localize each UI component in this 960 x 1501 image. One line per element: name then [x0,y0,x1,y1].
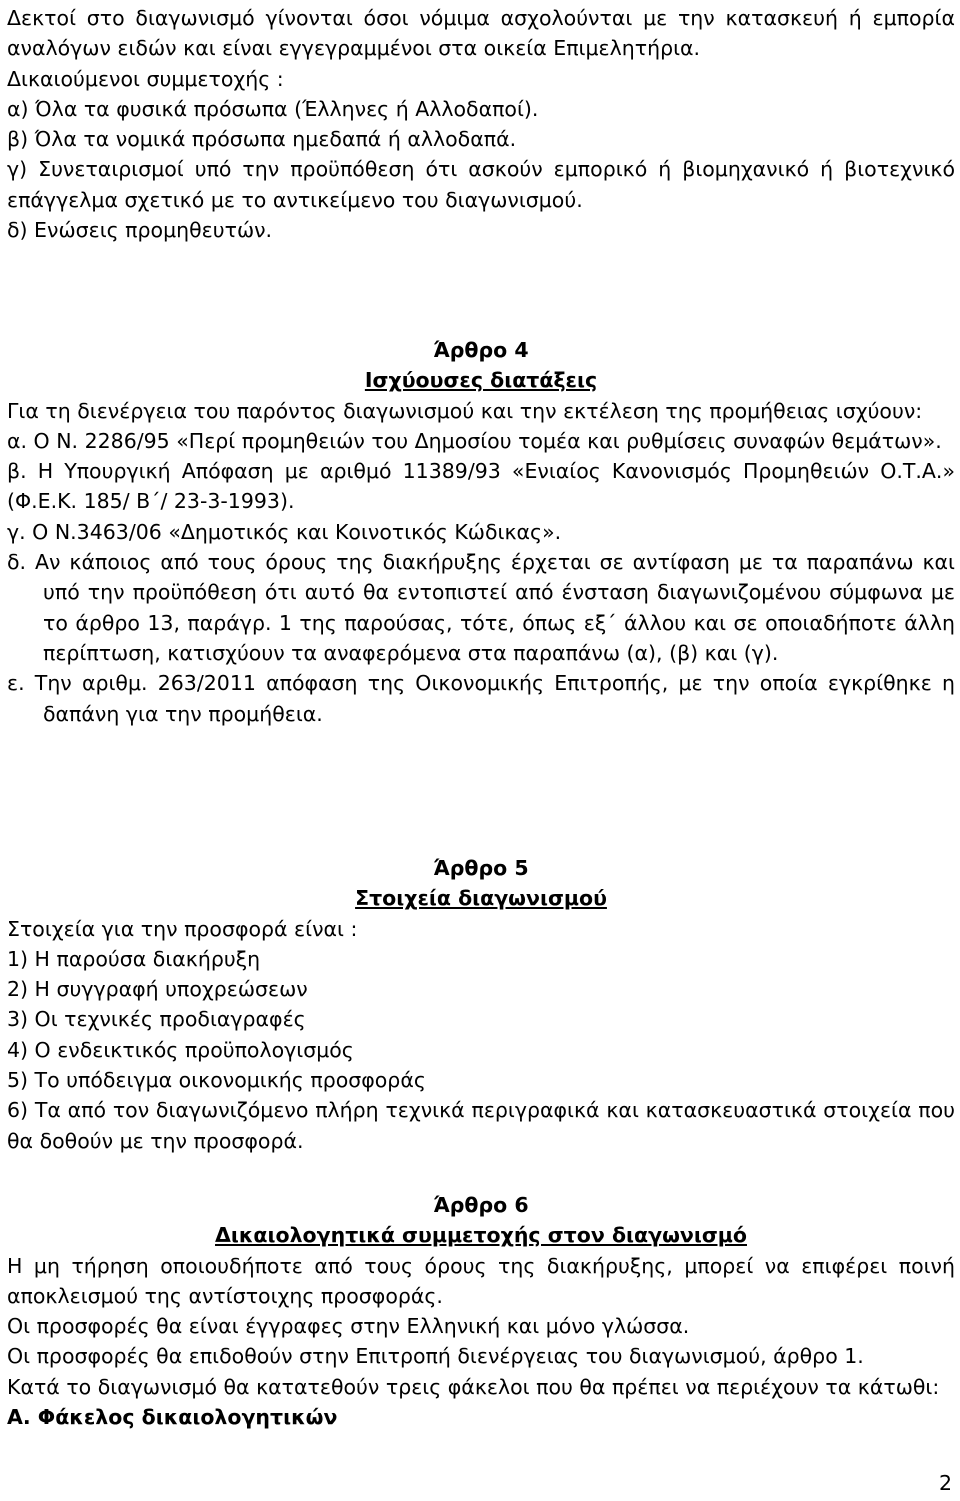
list-item: 2) Η συγγραφή υποχρεώσεων [7,977,308,1002]
list-item: 5) Το υπόδειγμα οικονομικής προσφοράς [7,1068,426,1093]
article-4-subheading [7,365,955,395]
article-5-subheading-text: Στοιχεία διαγωνισμού [355,886,607,911]
article-6-subheading [7,1220,955,1250]
article-6-subheading-text: Δικαιολογητικά συμμετοχής στον διαγωνισμό [215,1223,747,1248]
article-5-intro: Στοιχεία για την προσφορά είναι : [7,916,358,941]
article-4-subheading-text: Ισχύουσες διατάξεις [364,368,598,393]
eligibility-paragraph: Δεκτοί στο διαγωνισμό γίνονται όσοι νόμιμα ασχολούνται με την κατασκευή ή εμπορία αναλόγων ειδών και είναι εγγεγραμμένοι στα οικεία Επιμελητήρια. [7,6,955,61]
article-5-section [7,853,955,1156]
list-item: γ) Συνεταιρισμοί υπό την προϋπόθεση ότι ασκούν εμπορικό ή βιομηχανικό ή βιοτεχνικό επάγγελμα σχετικό με το αντικείμενο του διαγωνισμού. [7,157,955,212]
list-item: ε. Την αριθμ. 263/2011 απόφαση της Οικονομικής Επιτροπής, με την οποία εγκρίθηκε η δαπάνη για την προμήθεια. [7,671,955,726]
list-item: 6) Τα από τον διαγωνιζόμενο πλήρη τεχνικά περιγραφικά και κατασκευαστικά στοιχεία που θα δοθούν με την προσφορά. [7,1098,955,1153]
article-6-paragraph: Η μη τήρηση οποιουδήποτε από τους όρους της διακήρυξης, μπορεί να επιφέρει ποινή αποκλεισμού της αντίστοιχης προσφοράς. [7,1253,955,1308]
list-item: α. Ο Ν. 2286/95 «Περί προμηθειών του Δημοσίου τομέα και ρυθμίσεις συναφών θεμάτων». [7,428,942,453]
article-5-heading: Άρθρο 5 [433,856,529,880]
article-6-paragraph: Οι προσφορές θα είναι έγγραφες στην Ελληνική και μόνο γλώσσα. [7,1314,690,1339]
article-4-section [7,335,955,729]
list-item: 1) Η παρούσα διακήρυξη [7,946,261,971]
article-6-section [7,1190,955,1432]
article-4-heading: Άρθρο 4 [433,338,529,362]
list-item: β. Η Υπουργική Απόφαση με αριθμό 11389/93 «Ενιαίος Κανονισμός Προμηθειών Ο.Τ.Α.» (Φ.Ε.Κ. 185/ Β΄/ 23-3-1993). [7,459,955,514]
list-item: α) Όλα τα φυσικά πρόσωπα (Έλληνες ή Αλλοδαποί). [7,96,539,121]
article-6-paragraph: Οι προσφορές θα επιδοθούν στην Επιτροπή διενέργειας του διαγωνισμού, άρθρο 1. [7,1344,864,1369]
article-4-intro: Για τη διενέργεια του παρόντος διαγωνισμού και την εκτέλεση της προμήθειας ισχύουν: [7,398,923,423]
eligibility-label: Δικαιούμενοι συμμετοχής : [7,66,284,91]
article-5-subheading [7,883,955,913]
envelope-a-heading: Α. Φάκελος δικαιολογητικών [7,1405,338,1430]
list-item: γ. Ο Ν.3463/06 «Δημοτικός και Κοινοτικός Κώδικας». [7,519,562,544]
list-item: δ) Ενώσεις προμηθευτών. [7,218,273,243]
page-number: 2 [938,1471,952,1495]
list-item: β) Όλα τα νομικά πρόσωπα ημεδαπά ή αλλοδαπά. [7,127,517,152]
article-6-heading: Άρθρο 6 [433,1193,529,1217]
article-6-paragraph: Κατά το διαγωνισμό θα κατατεθούν τρεις φάκελοι που θα πρέπει να περιέχουν τα κάτωθι: [7,1374,940,1399]
list-item: 3) Οι τεχνικές προδιαγραφές [7,1007,306,1032]
list-item: 4) Ο ενδεικτικός προϋπολογισμός [7,1037,354,1062]
list-item: δ. Αν κάποιος από τους όρους της διακήρυξης έρχεται σε αντίφαση με τα παραπάνω και υπό την προϋπόθεση ότι αυτό θα εντοπιστεί από ένσταση διαγωνιζομένου σύμφωνα με το άρθρο 13, παράγρ. 1 της παρούσας, τότε, όπως εξ΄ άλλου και σε οποιαδήποτε άλλη περίπτωση, κατισχύουν τα αναφερόμενα στα παραπάνω (α), (β) και (γ). [7,550,955,665]
eligibility-section [7,3,955,245]
